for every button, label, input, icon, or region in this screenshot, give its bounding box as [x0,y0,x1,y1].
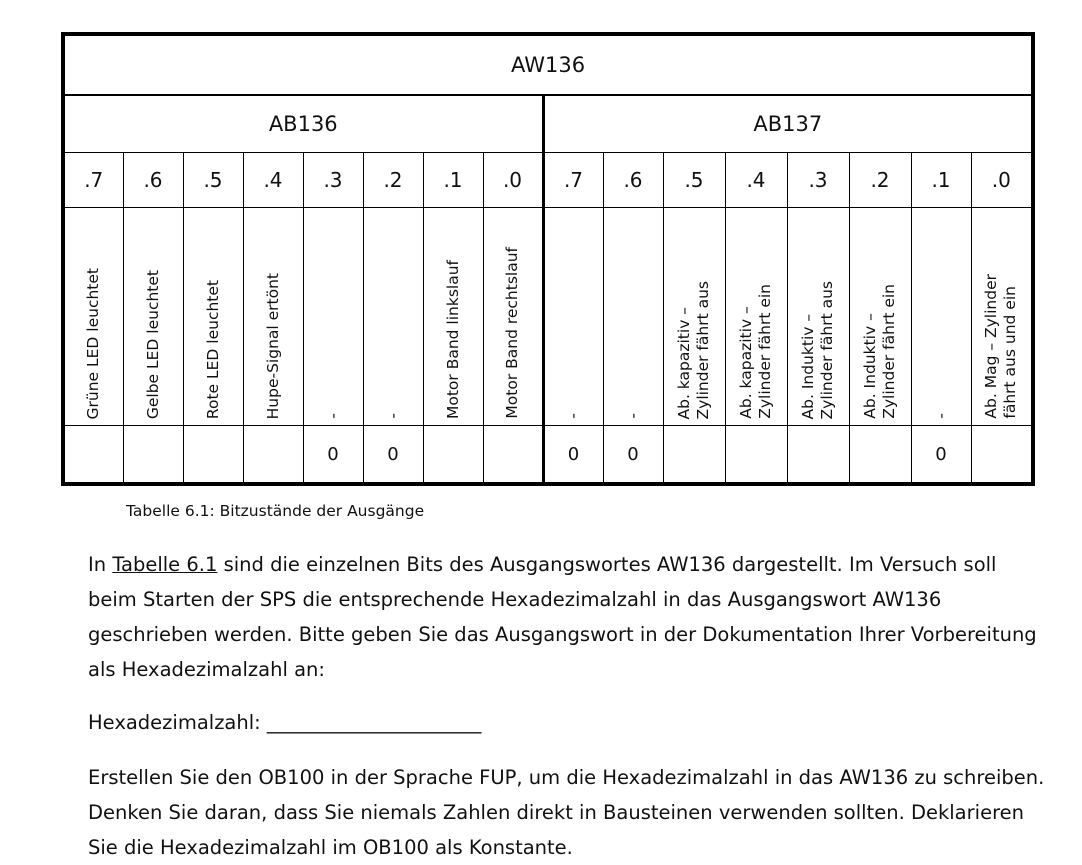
bit-description-cell [849,208,911,426]
paragraph-intro [88,547,1048,687]
bit-description-text: Ab. Induktiv – Zylinder fährt aus [799,280,836,419]
bit-value-cell: 0 [603,426,663,485]
bit-label-cell: .0 [483,153,543,208]
bit-description-text: Ab. kapazitiv – Zylinder fährt aus [675,280,712,419]
bit-label-cell: .2 [363,153,423,208]
bit-description-cell [123,208,183,426]
bit-description-cell [183,208,243,426]
bit-label-cell: .4 [725,153,787,208]
bit-table [61,32,1035,486]
bit-label-cell: .1 [423,153,483,208]
bit-value-cell [663,426,725,485]
bit-description-text: Ab. kapazitiv – Zylinder fährt ein [737,284,774,419]
hex-answer-line: Hexadezimalzahl: ______________________ [88,711,482,734]
byte-header-ab137: AB137 [543,95,1033,153]
bit-label-cell: .3 [303,153,363,208]
bit-description-text: Motor Band linkslauf [443,259,462,419]
byte-header-ab136: AB136 [63,95,543,153]
bit-value-cell: 0 [303,426,363,485]
bit-description-cell [787,208,849,426]
bit-value-cell [787,426,849,485]
bit-description-cell [663,208,725,426]
bit-description-text: Hupe-Signal ertönt [263,272,282,419]
bit-description-text: - [323,413,342,419]
bit-value-cell [423,426,483,485]
bit-description-cell [63,208,123,426]
bit-label-cell: .5 [663,153,725,208]
bit-description-text: Ab. Induktiv – Zylinder fährt ein [861,284,898,419]
bit-label-cell: .7 [543,153,603,208]
bit-value-cell: 0 [911,426,971,485]
bit-description-text: Motor Band rechtslauf [503,247,521,419]
bit-description-text: Rote LED leuchtet [203,279,222,419]
bit-label-cell: .1 [911,153,971,208]
bit-description-cell [725,208,787,426]
paragraph-intro-text: sind die einzelnen Bits des Ausgangswortes AW136 dargestellt. Im Versuch soll beim Starten der SPS die entsprechende Hexadezimalzahl in das Ausgangswort AW136 geschrieben werden. Bitte geben Sie das Ausgangswort in der Dokumentation Ihrer Vorbereitung als Hexadezimalzahl an: [88,553,1037,681]
bit-description-text: Gelbe LED leuchtet [143,269,162,419]
bit-description-cell [911,208,971,426]
bit-description-text: Ab. Mag – Zylinder fährt aus und ein [982,274,1020,419]
bit-value-cell: 0 [363,426,423,485]
bit-label-cell: .0 [971,153,1033,208]
bit-value-cell [243,426,303,485]
bit-description-text: Grüne LED leuchtet [84,267,103,419]
bit-description-text: - [623,413,642,419]
bit-description-cell [423,208,483,426]
table-caption: Tabelle 6.1: Bitzustände der Ausgänge [126,502,425,520]
bit-value-cell: 0 [543,426,603,485]
bit-label-cell: .7 [63,153,123,208]
bit-description-text: - [564,413,582,419]
bit-description-text: - [383,413,402,419]
bit-value-cell [725,426,787,485]
bit-value-cell [971,426,1033,485]
paragraph-instruction: Erstellen Sie den OB100 in der Sprache FUP, um die Hexadezimalzahl in das AW136 zu schreiben. Denken Sie daran, dass Sie niemals Zahlen direkt in Bausteinen verwenden sollten. Deklarieren Sie die Hexadezimalzahl im OB100 als Konstante. [88,766,1045,859]
bit-value-cell [63,426,123,485]
bit-value-cell [123,426,183,485]
bit-description-cell [303,208,363,426]
bit-description-cell [543,208,603,426]
bit-description-text: - [931,413,950,419]
table-reference-link[interactable]: Tabelle 6.1 [112,553,218,576]
bit-value-cell [483,426,543,485]
bit-description-cell [483,208,543,426]
bit-description-cell [363,208,423,426]
bit-description-cell [603,208,663,426]
bit-label-cell: .6 [123,153,183,208]
bit-label-cell: .5 [183,153,243,208]
bit-description-cell [971,208,1033,426]
bit-label-cell: .2 [849,153,911,208]
bit-label-cell: .3 [787,153,849,208]
bit-value-cell [849,426,911,485]
bit-description-cell [243,208,303,426]
paragraph-intro-prefix: In [88,553,113,576]
bit-label-cell: .6 [603,153,663,208]
bit-label-cell: .4 [243,153,303,208]
word-header: AW136 [63,34,1033,95]
bit-value-cell [183,426,243,485]
